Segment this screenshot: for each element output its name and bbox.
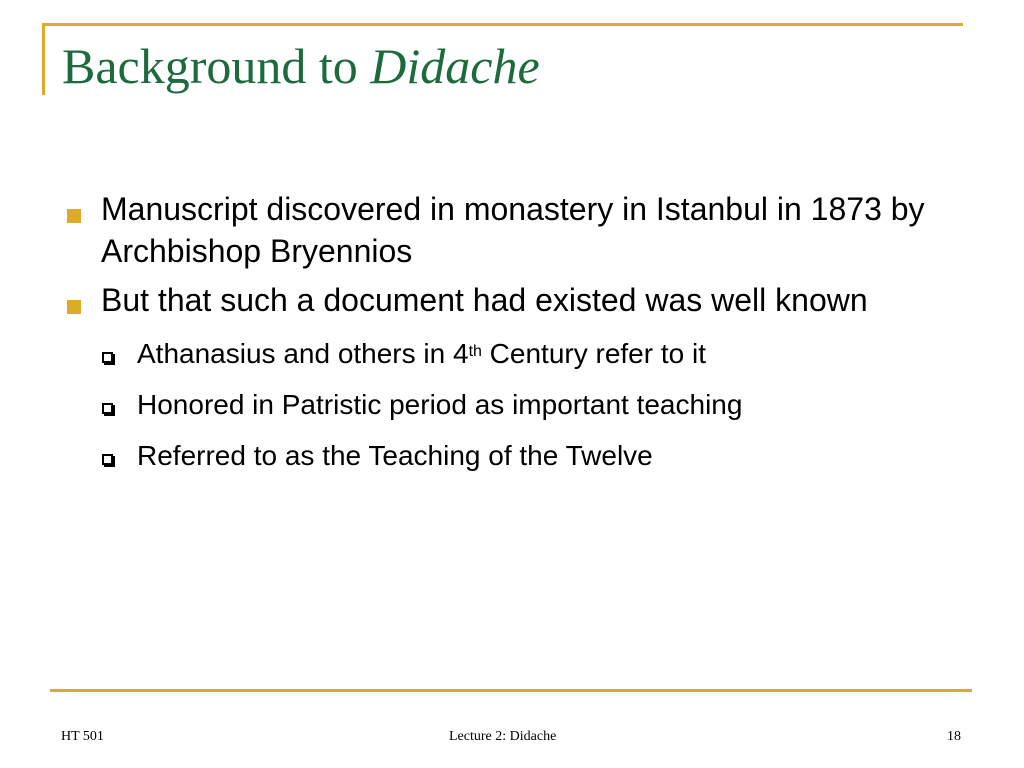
sub-bullet-honored: Honored in Patristic period as important teaching [64,386,974,423]
slide-title [62,36,540,96]
footer-rule [50,689,972,692]
footer-course: HT 501 [61,729,104,744]
sub-bullet-athanasius [64,335,974,372]
superscript-th: th [468,343,482,360]
sub-bullet-athanasius-text: Athanasius and others in 4 [137,338,469,369]
sub-bullet-athanasius-rest: Century refer to it [481,338,706,369]
sub-bullet-referred: Referred to as the Teaching of the Twelve [64,437,974,474]
slide-body [64,188,974,474]
frame-left-line [42,23,45,95]
bullet-known: But that such a document had existed was well known [64,279,974,321]
title-main: Background to [62,38,371,94]
title-italic: Didache [370,38,540,94]
footer-page-number: 18 [947,729,961,744]
frame-top-line [42,23,963,26]
footer-lecture: Lecture 2: Didache [449,729,557,744]
bullet-manuscript: Manuscript discovered in monastery in Istanbul in 1873 by Archbishop Bryennios [64,188,974,272]
